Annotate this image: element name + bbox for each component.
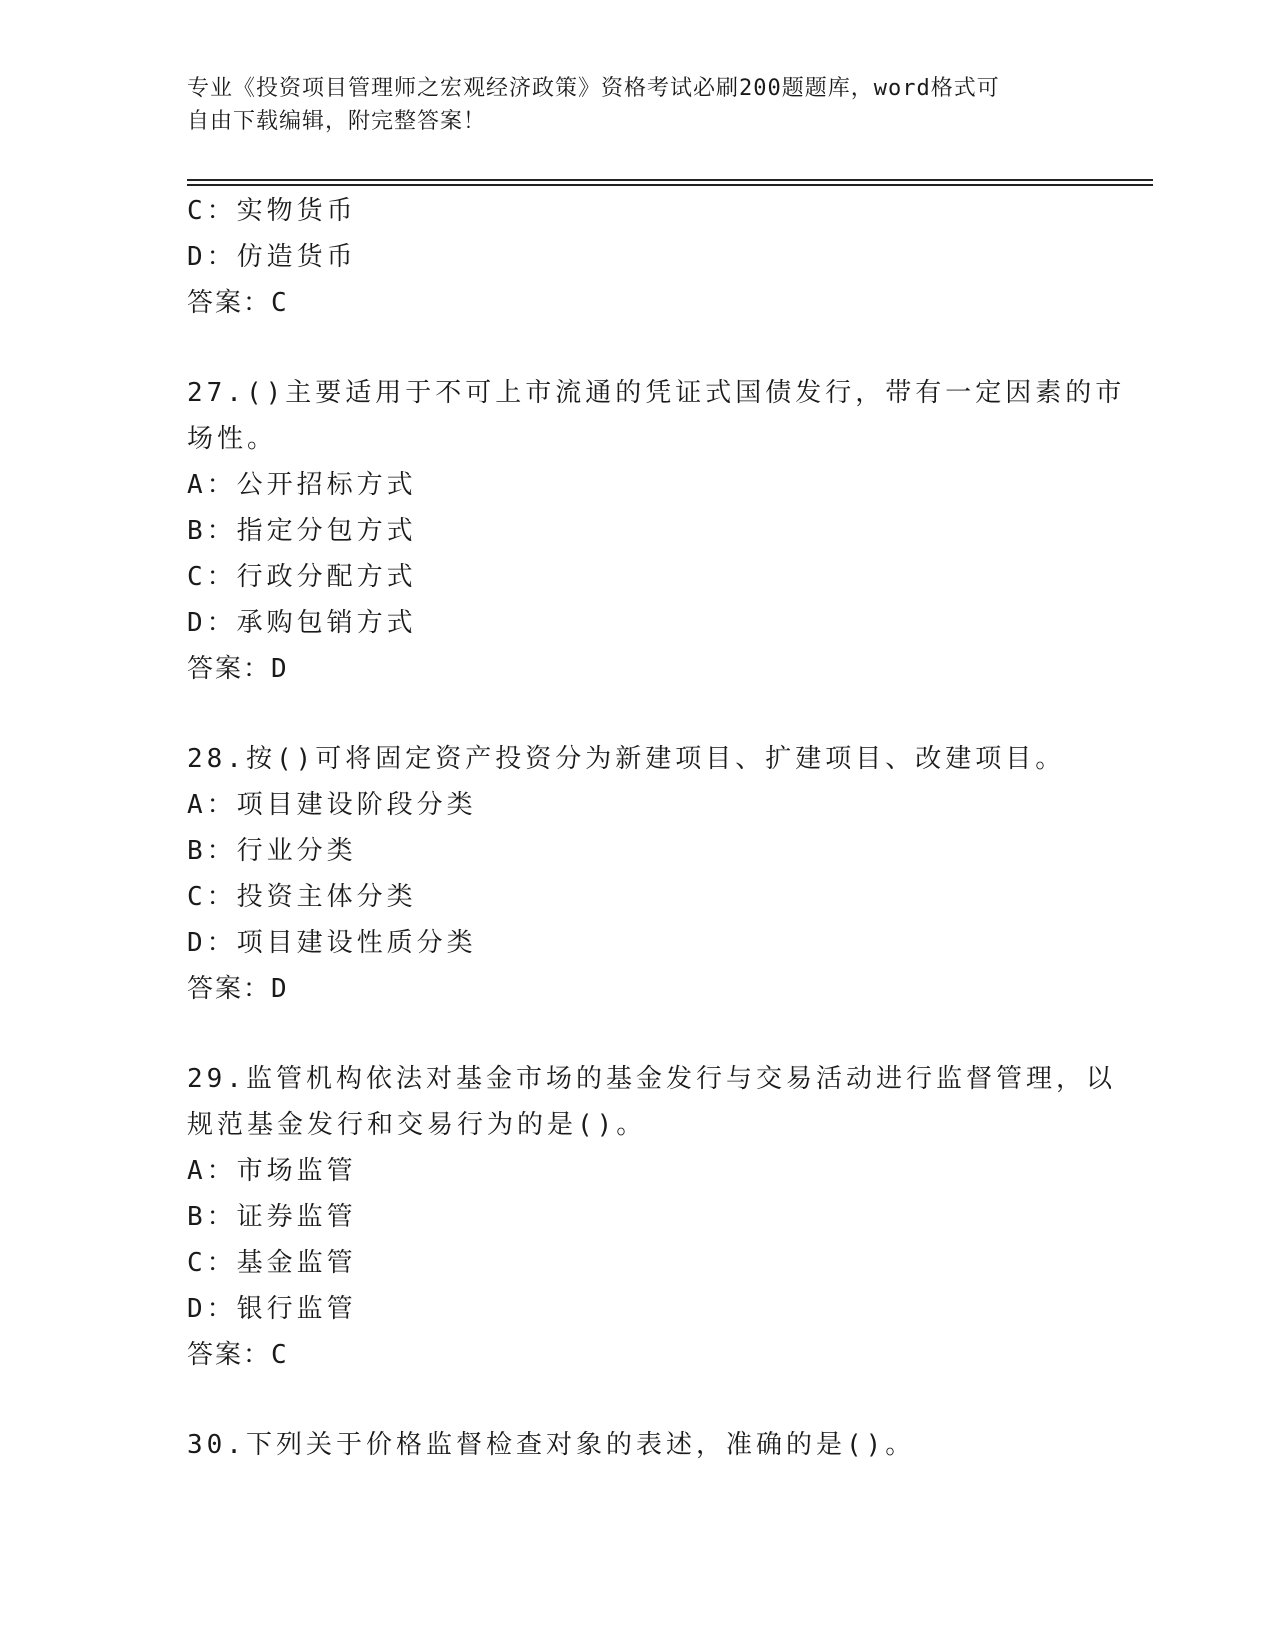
option-d: D：承购包销方式 (187, 608, 417, 638)
answer: 答案：D (187, 974, 289, 1004)
option-b: B：行业分类 (187, 836, 357, 866)
answer: 答案：C (187, 1340, 289, 1370)
option-b: B：证券监管 (187, 1202, 357, 1232)
option-c: C：投资主体分类 (187, 882, 417, 912)
option-c: C：行政分配方式 (187, 562, 417, 592)
option-d: D：银行监管 (187, 1294, 357, 1324)
question-28-stem: 28.按()可将固定资产投资分为新建项目、扩建项目、改建项目。 (187, 744, 1066, 774)
answer: 答案：C (187, 288, 289, 318)
option-d: D：项目建设性质分类 (187, 928, 477, 958)
header-rule-bottom (187, 184, 1153, 186)
question-30-stem: 30.下列关于价格监督检查对象的表述，准确的是()。 (187, 1430, 916, 1460)
header-line-1: 专业《投资项目管理师之宏观经济政策》资格考试必刷200题题库，word格式可 (187, 76, 1000, 101)
option-c: C：实物货币 (187, 196, 357, 226)
option-a: A：项目建设阶段分类 (187, 790, 477, 820)
answer: 答案：D (187, 654, 289, 684)
option-b: B：指定分包方式 (187, 516, 417, 546)
option-d: D：仿造货币 (187, 242, 357, 272)
question-27-stem: 27.()主要适用于不可上市流通的凭证式国债发行，带有一定因素的市 (187, 378, 1126, 408)
question-29-stem-cont: 规范基金发行和交易行为的是()。 (187, 1110, 647, 1140)
document-header (187, 72, 1067, 138)
option-a: A：公开招标方式 (187, 470, 417, 500)
question-27-stem-cont: 场性。 (187, 424, 278, 454)
header-line-2: 自由下载编辑，附完整答案！ (187, 109, 487, 134)
header-rule-top (187, 179, 1153, 181)
question-29-stem: 29.监管机构依法对基金市场的基金发行与交易活动进行监督管理，以 (187, 1064, 1116, 1094)
option-a: A：市场监管 (187, 1156, 357, 1186)
option-c: C：基金监管 (187, 1248, 357, 1278)
question-content (187, 188, 1126, 1468)
